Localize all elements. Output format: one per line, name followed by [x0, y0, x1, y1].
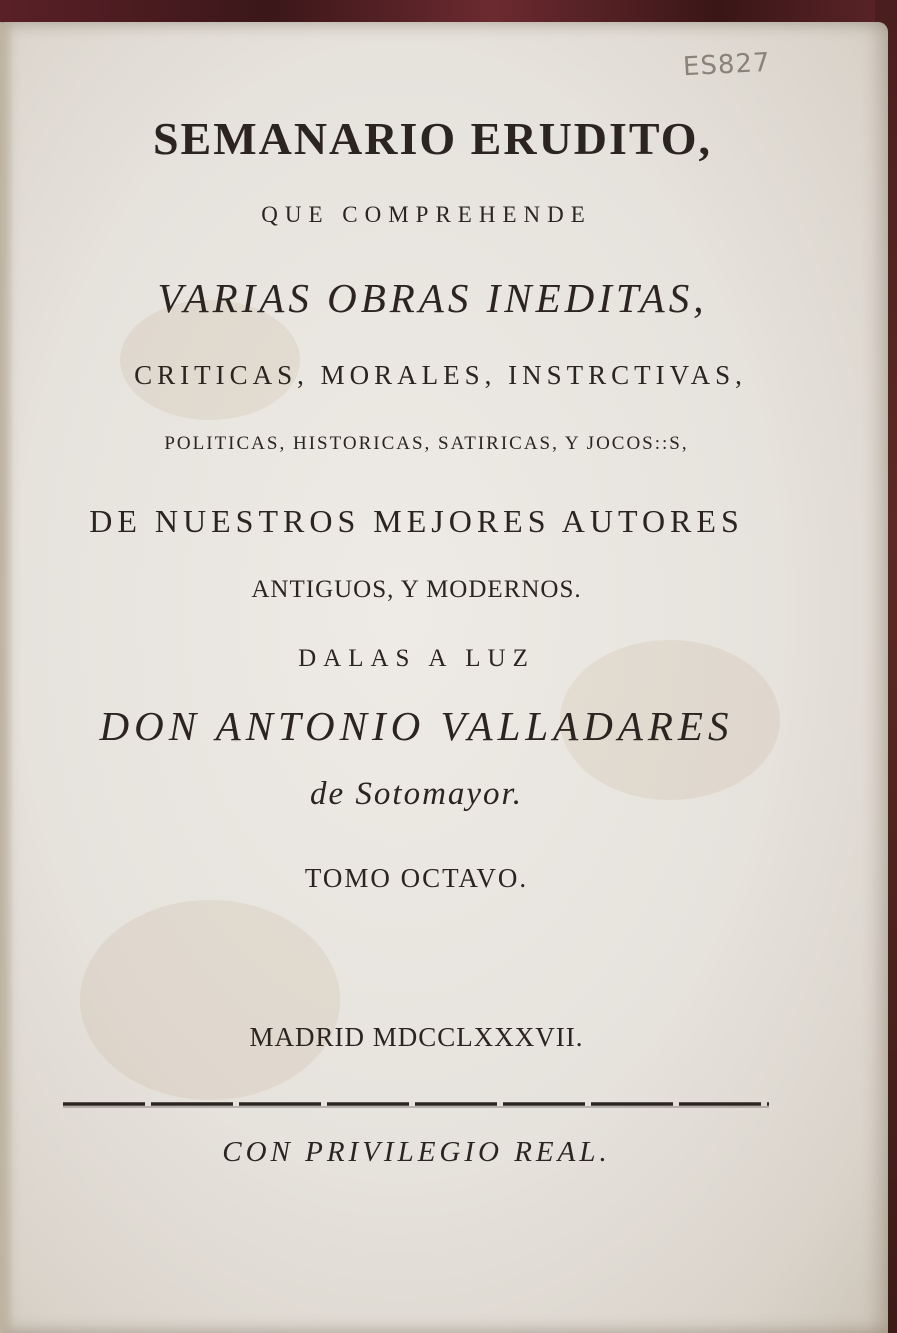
volume-label: TOMO OCTAVO. — [304, 863, 529, 893]
paper-stain — [80, 900, 340, 1100]
author-surname: de Sotomayor. — [310, 776, 523, 812]
subtitle-antiguos: ANTIGUOS, Y MODERNOS. — [251, 576, 582, 603]
subtitle-criticas: CRITICAS, MORALES, INSTRCTIVAS, — [134, 360, 747, 390]
imprint-line: MADRID MDCCLXXXVII. — [249, 1022, 584, 1052]
author-name: DON ANTONIO VALLADARES — [99, 703, 734, 749]
subtitle-de-nuestros: DE NUESTROS MEJORES AUTORES — [89, 503, 744, 539]
dalas-a-luz: DALAS A LUZ — [298, 645, 535, 672]
main-title: SEMANARIO ERUDITO, — [152, 113, 713, 164]
subtitle-varias-obras: VARIAS OBRAS INEDITAS, — [157, 275, 708, 321]
subtitle-politicas: POLITICAS, HISTORICAS, SATIRICAS, Y JOCOS::S, — [164, 433, 689, 454]
subtitle-que-comprehende: QUE COMPREHENDE — [261, 202, 592, 227]
shelfmark-annotation: ES827 — [682, 47, 772, 83]
privilege-line: CON PRIVILEGIO REAL. — [222, 1136, 611, 1168]
decorative-rule — [63, 1100, 769, 1110]
